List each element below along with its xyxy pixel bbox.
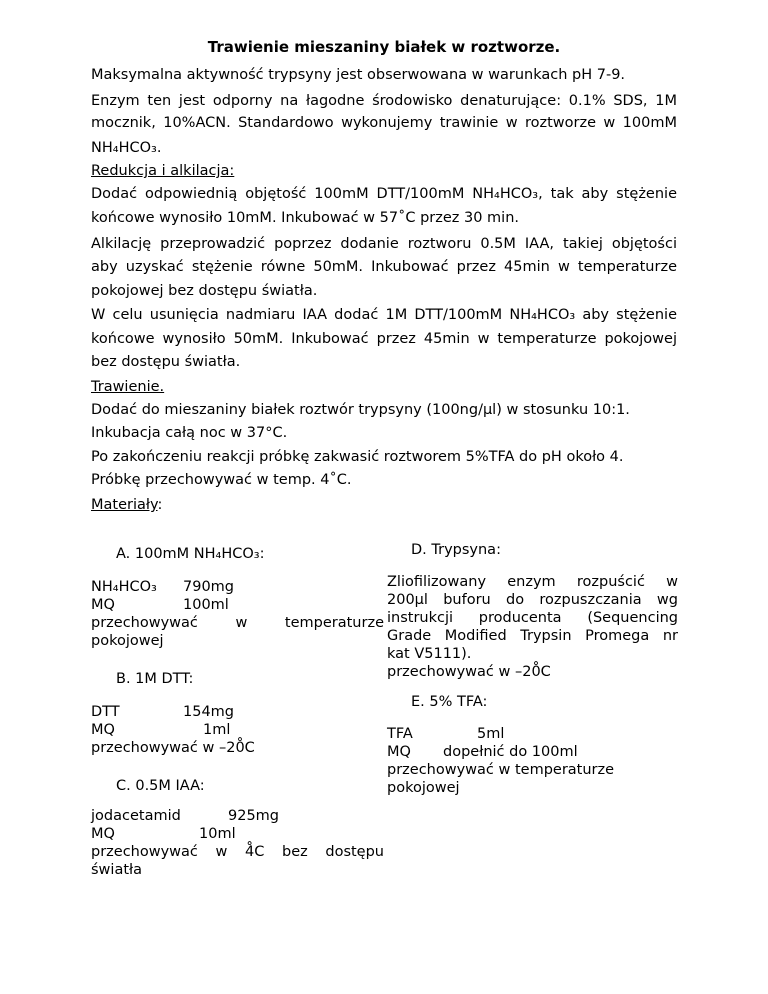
material-d-block [387, 573, 678, 681]
material-a-amount-2: 100ml [183, 597, 229, 613]
intro-line-1: Maksymalna aktywność trypsyny jest obserwowana w warunkach pH 7-9. [91, 67, 626, 83]
intro-line-3: mocznik, 10%ACN. Standardowo wykonujemy trawinie w roztworze w 100mM [91, 115, 677, 131]
intro-line-2: Enzym ten jest odporny na łagodne środowisko denaturujące: 0.1% SDS, 1M [91, 93, 677, 109]
material-c-storage: przechowywać w 4̊C bez dostępu [91, 844, 384, 860]
material-e-amount-1: 5ml [477, 726, 505, 742]
material-d-line-1: Zliofilizowany enzym rozpuścić w [387, 574, 678, 590]
material-c-name-1: jodacetamid [91, 808, 181, 824]
material-c-amount-1: 925mg [228, 808, 280, 824]
reduction-line-2: końcowe wynosiło 10mM. Inkubować w 57˚C przez 30 min. [91, 210, 520, 226]
material-a-label: A. 100mM NH₄HCO₃: [116, 546, 265, 562]
material-a-name-1: NH₄HCO₃ [91, 579, 157, 595]
material-c-label: C. 0.5M IAA: [116, 778, 205, 794]
material-e-label: E. 5% TFA: [411, 694, 488, 710]
digestion-line-3: Po zakończeniu reakcji próbkę zakwasić roztworem 5%TFA do pH około 4. [91, 449, 624, 465]
document-title: Trawienie mieszaniny białek w roztworze. [207, 38, 561, 56]
digestion-line-1: Dodać do mieszaniny białek roztwór trypsyny (100ng/µl) w stosunku 10:1. [91, 402, 630, 418]
material-e-storage: przechowywać w temperaturze [387, 762, 615, 778]
material-b-name-2: MQ [91, 722, 115, 738]
reduction-line-3: Alkilację przeprowadzić poprzez dodanie roztworu 0.5M IAA, takiej objętości [91, 236, 677, 252]
reduction-line-4: aby uzyskać stężenie równe 50mM. Inkubować przez 45min w temperaturze [91, 259, 677, 275]
reduction-line-7: końcowe wynosiło 50mM. Inkubować przez 45min w temperaturze pokojowej [91, 331, 677, 347]
material-e-name-2: MQ [387, 744, 411, 760]
material-d-line-4: Grade Modified Trypsin Promega nr [387, 628, 678, 644]
material-d-line-6: przechowywać w –20̊C [387, 664, 551, 680]
digestion-line-4: Próbkę przechowywać w temp. 4˚C. [91, 472, 352, 488]
material-d-label: D. Trypsyna: [411, 542, 501, 558]
intro-line-4: NH₄HCO₃. [91, 140, 162, 156]
reduction-heading: Redukcja i alkilacja: [91, 163, 235, 179]
reduction-line-6: W celu usunięcia nadmiaru IAA dodać 1M DTT/100mM NH₄HCO₃ aby stężenie [91, 307, 677, 323]
material-e-amount-2: dopełnić do 100ml [443, 744, 578, 760]
material-d-line-5: kat V5111). [387, 646, 472, 662]
digestion-heading: Trawienie. [91, 379, 165, 395]
materials-heading [91, 495, 162, 515]
reduction-line-8: bez dostępu światła. [91, 354, 241, 370]
materials-heading-text: Materiały [91, 497, 158, 513]
material-b-amount-1: 154mg [183, 704, 235, 720]
material-b-storage: przechowywać w –20̊C [91, 740, 255, 756]
material-a-name-2: MQ [91, 597, 115, 613]
reduction-line-5: pokojowej bez dostępu światła. [91, 283, 318, 299]
material-d-line-2: 200µl buforu do rozpuszczania wg [387, 592, 678, 608]
material-d-line-3: instrukcji producenta (Sequencing [387, 610, 678, 626]
material-b-label: B. 1M DTT: [116, 671, 194, 687]
material-a-block [91, 578, 384, 650]
material-b-block [91, 703, 384, 757]
material-e-block [387, 725, 678, 797]
material-b-name-1: DTT [91, 704, 120, 720]
material-e-storage-2: pokojowej [387, 780, 460, 796]
materials-heading-colon: : [157, 497, 163, 513]
material-e-name-1: TFA [387, 726, 413, 742]
digestion-line-2: Inkubacja całą noc w 37°C. [91, 425, 288, 441]
material-c-block [91, 807, 384, 879]
material-b-amount-2: 1ml [203, 722, 231, 738]
material-c-storage-2: światła [91, 862, 143, 878]
material-c-name-2: MQ [91, 826, 115, 842]
material-c-amount-2: 10ml [199, 826, 236, 842]
reduction-line-1: Dodać odpowiednią objętość 100mM DTT/100mM NH₄HCO₃, tak aby stężenie [91, 186, 677, 202]
material-a-storage: przechowywać w temperaturze [91, 615, 384, 631]
material-a-storage-2: pokojowej [91, 633, 164, 649]
material-a-amount-1: 790mg [183, 579, 235, 595]
